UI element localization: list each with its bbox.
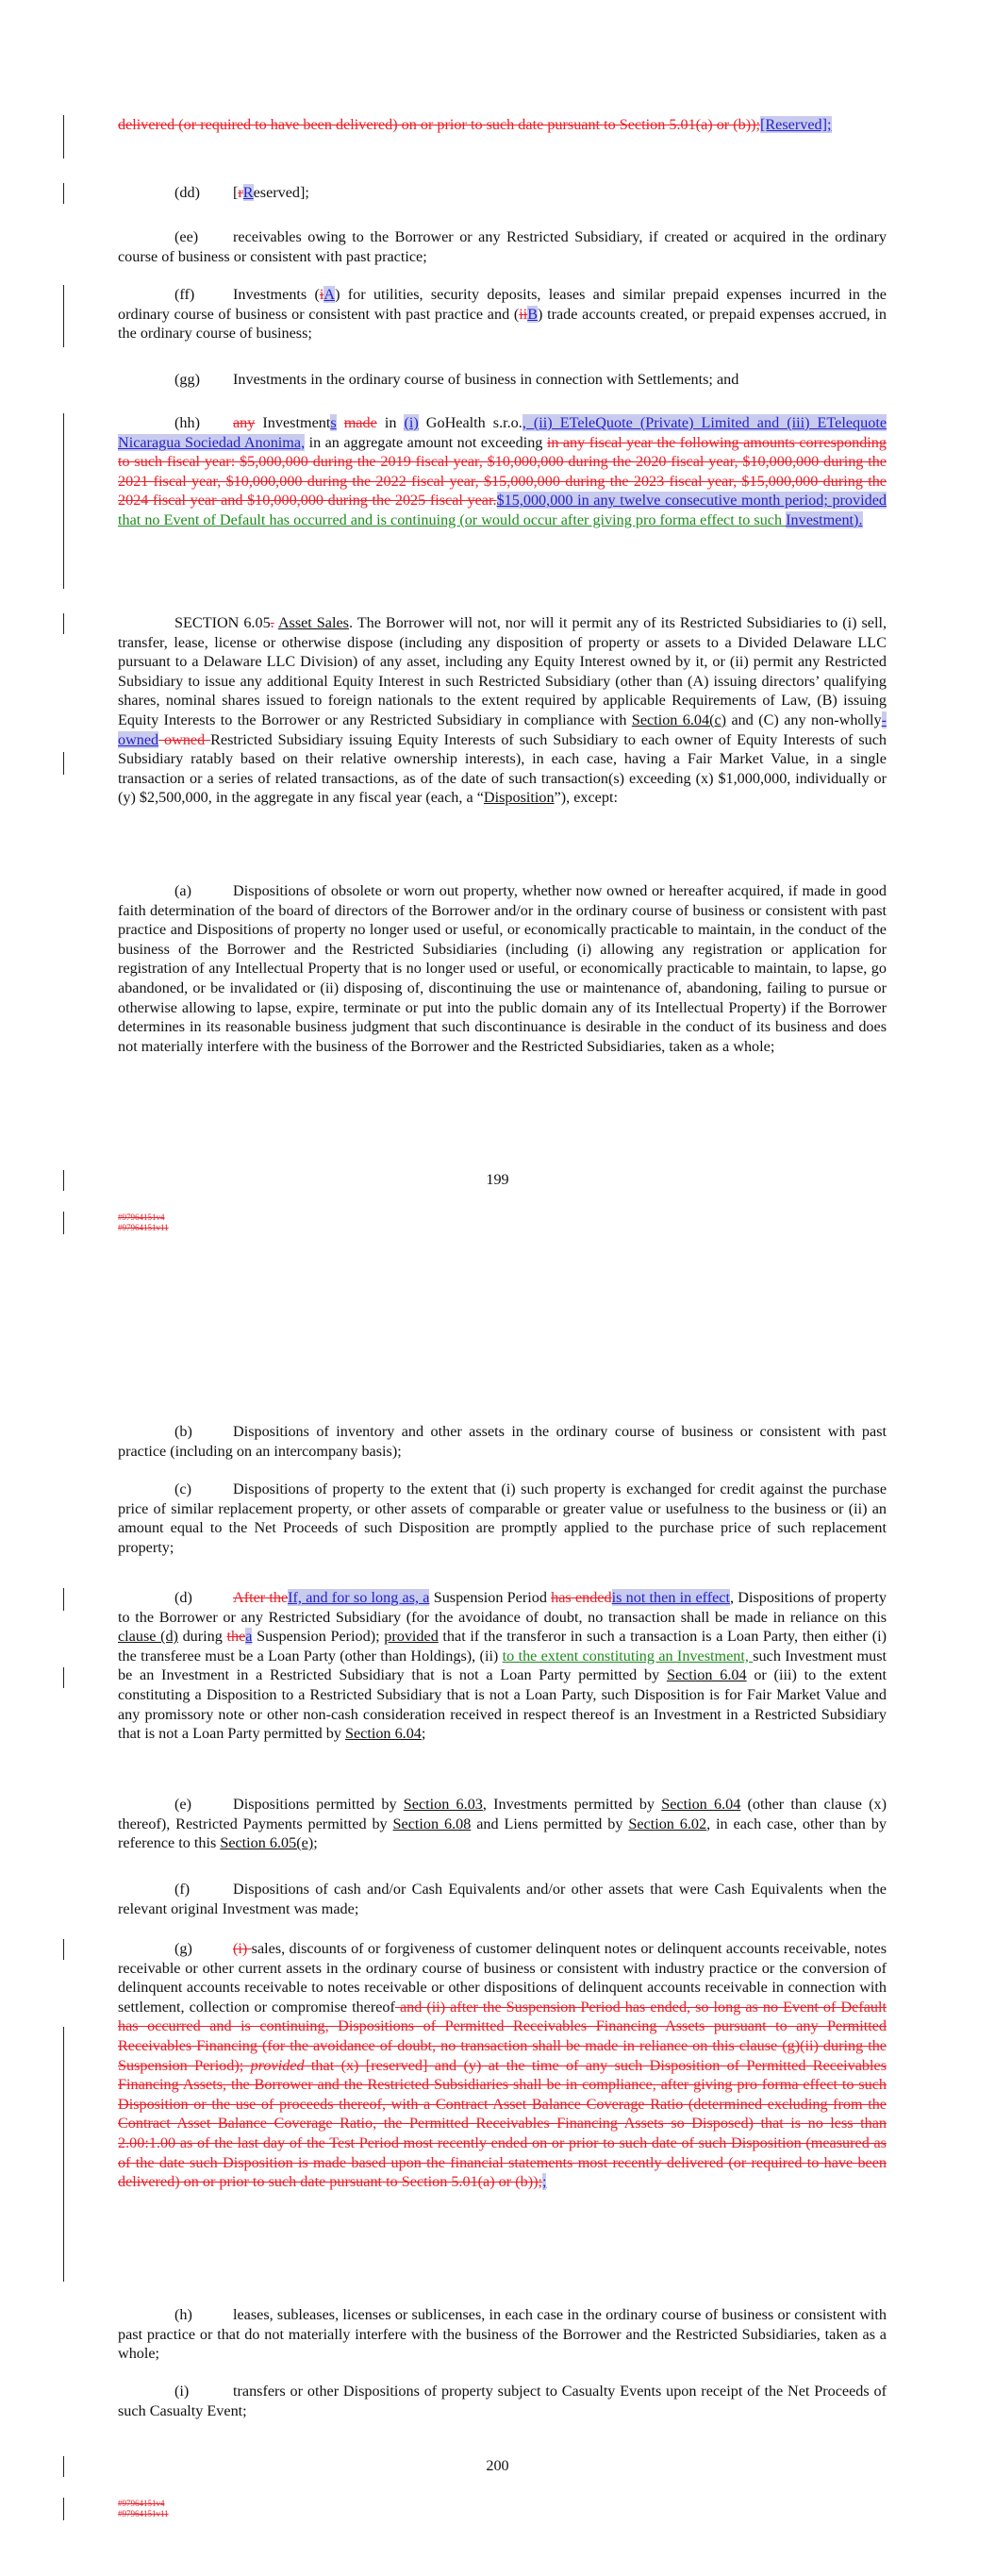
section-title: Asset Sales: [277, 614, 349, 631]
change-bar: [63, 285, 64, 347]
change-bar: [63, 1667, 64, 1688]
paragraph-gg: (gg) Investments in the ordinary course of business in connection with Settlements; and: [174, 371, 739, 388]
paragraph-h: (h) leases, subleases, licenses or sublicenses, in each case in the ordinary course of business or consistent with past practice or that do not materially interfere with the business of the Borrower and the Restricted Subsidiaries, taken as a whole;: [118, 2306, 887, 2363]
inserted-text: [Reserved];: [759, 116, 832, 133]
change-bar: [63, 2027, 64, 2282]
doc-id: #97964151v4: [118, 2499, 165, 2508]
paragraph-d: (d) After theIf, and for so long as, a Suspension Period has endedis not then in effect, Dispositions of property to the Borrower or any Restricted Subsidiary (for the avoidance of doubt, no transaction shall be made in reliance on this clause (d) during thea Suspension Period); provided that if the transferor in such a transaction is a Loan Party, then either (i) the transferee must be a Loan Party (other than Holdings), (ii) to the extent constituting an Investment, such Investment must be an Investment in a Restricted Subsidiary that is not a Loan Party permitted by Section 6.04 or (iii) to the extent constituting a Disposition to a Restricted Subsidiary that is not a Loan Party, such Disposition is for Fair Market Value and any promissory note or other non-cash consideration received in respect thereof is an Investment in a Restricted Subsidiary that is not a Loan Party permitted by Section 6.04;: [118, 1589, 887, 1743]
paragraph-hh: (hh) any Investments made in (i) GoHealth s.r.o., (ii) ETeleQuote (Private) Limited and (iii) ETelequote Nicaragua Sociedad Anonima, in an aggregate amount not exceeding in any fiscal year the following amounts corresponding to such fiscal year: $5,000,000 during the 2019 fiscal year, $10,000,000 during the 2020 fiscal year, $10,000,000 during the 2021 fiscal year, $10,000,000 during the 2022 fiscal year, $15,000,000 during the 2023 fiscal year, $15,000,000 during the 2024 fiscal year and $10,000,000 during the 2025 fiscal year.$15,000,000 in any twelve consecutive month period; provided that no Event of Default has occurred and is continuing (or would occur after giving pro forma effect to such Investment).: [118, 414, 887, 528]
page-number: 200: [486, 2457, 509, 2474]
change-bar: [63, 1212, 64, 1234]
change-bar: [63, 2498, 64, 2520]
page-number: 199: [486, 1171, 509, 1188]
doc-id: #97964151v11: [118, 2509, 169, 2518]
change-bar: [63, 413, 64, 589]
change-bar: [63, 1588, 64, 1611]
paragraph-f: (f) Dispositions of cash and/or Cash Equivalents and/or other assets that were Cash Equivalents when the relevant original Investment was made;: [118, 1881, 887, 1917]
paragraph-i: (i) transfers or other Dispositions of property subject to Casualty Events upon receipt of the Net Proceeds of such Casualty Event;: [118, 2383, 887, 2419]
paragraph-ff: (ff) Investments (iA) for utilities, security deposits, leases and similar prepaid expenses incurred in the ordinary course of business or consistent with past practice and (iiB) trade accounts created, or prepaid expenses accrued, in the ordinary course of business;: [118, 286, 887, 343]
paragraph-b: (b) Dispositions of inventory and other assets in the ordinary course of business or consistent with past practice (including on an intercompany basis);: [118, 1423, 887, 1460]
paragraph-ee: (ee) receivables owing to the Borrower or any Restricted Subsidiary, if created or acquired in the ordinary course of business or consistent with past practice;: [118, 228, 887, 265]
change-bar: [63, 613, 64, 634]
change-bar: [63, 1939, 64, 1960]
paragraph-c: (c) Dispositions of property to the extent that (i) such property is exchanged for credit against the purchase price of similar replacement property, or other assets of comparable or greater value or usefulness to the business or (ii) an amount equal to the Net Proceeds of such Disposition are promptly applied to the purchase price of such replacement property;: [118, 1480, 887, 1556]
change-bar: [63, 115, 64, 159]
change-bar: [63, 752, 64, 775]
paragraph-g: (g) (i) sales, discounts of or forgiveness of customer delinquent notes or delinquent accounts receivable, notes receivable or other current assets in the ordinary course of business or consistent with industry practice or the conversion of delinquent accounts receivable to notes receivable or other dispositions of delinquent accounts receivable in connection with settlement, collection or compromise thereof and (ii) after the Suspension Period has ended, so long as no Event of Default has occurred and is continuing, Dispositions of Permitted Receivables Financing Assets pursuant to any Permitted Receivables Financing (for the avoidance of doubt, no transaction shall be made in reliance on this clause (g)(ii) during the Suspension Period); provided that (x) [reserved] and (y) at the time of any such Disposition of Permitted Receivables Financing Assets, the Borrower and the Restricted Subsidiaries shall be in compliance, after giving pro forma effect to such Disposition or the use of proceeds thereof, with a Contract Asset Balance Coverage Ratio (determined excluding from the Contract Asset Balance Coverage Ratio, the Permitted Receivables Financing Assets so Disposed) that is no less than 2.00:1.00 as of the last day of the Test Period most recently ended on or prior to such date of such Disposition (measured as of the date such Disposition is made based upon the financial statements most recently delivered (or required to have been delivered) on or prior to such date pursuant to Section 5.01(a) or (b));;: [118, 1940, 887, 2191]
paragraph-a: (a) Dispositions of obsolete or worn out property, whether now owned or hereafter acquired, if made in good faith determination of the board of directors of the Borrower and/or in the ordinary course of business or consistent with past practice and Dispositions of property no longer used or useful, or economically practicable to maintain, in the conduct of the business of the Borrower and the Restricted Subsidiaries (including (i) allowing any registration or application for registration of any Intellectual Property that is no longer used or useful, or economically practicable to maintain, to lapse, go abandoned, or be invalidated or (ii) disposing of, discontinuing the use or maintenance of, abandoning, failing to pursue or otherwise allowing to lapse, expire, terminate or put into the public domain any of its Intellectual Property) if the Borrower determines in its reasonable business judgment that such discontinuance is desirable in the conduct of its business and does not materially interfere with the business of the Borrower and the Restricted Subsidiaries, taken as a whole;: [118, 882, 887, 1055]
doc-id: #97964151v4: [118, 1213, 165, 1222]
paragraph-top: [118, 115, 887, 135]
section-6-05: SECTION 6.05. Asset Sales. The Borrower will not, nor will it permit any of its Restricted Subsidiaries to (i) sell, transfer, lease, license or otherwise dispose (including any disposition of property or assets to a Divided Delaware LLC pursuant to a Delaware LLC Division) of any asset, including any Equity Interest owned by it, or (ii) permit any Restricted Subsidiary to issue any additional Equity Interest in such Restricted Subsidiary (other than (A) issuing directors’ qualifying shares, nominal shares issued to foreign nationals to the extent required by applicable Requirements of Law, (B) issuing Equity Interests to the Borrower or any Restricted Subsidiary in compliance with Section 6.04(c) and (C) any non-wholly-owned owned Restricted Subsidiary issuing Equity Interests of such Subsidiary to each owner of Equity Interests of such Subsidiary ratably based on their relative ownership interests), in each case, having a Fair Market Value, in a single transaction or a series of related transactions, as of the date of such transaction(s) exceeding (x) $1,000,000, individually or (y) $2,500,000, in the aggregate in any fiscal year (each, a “Disposition”), except:: [118, 614, 887, 807]
change-bar: [63, 183, 64, 204]
doc-id: #97964151v11: [118, 1223, 169, 1232]
page-200: [0, 1288, 995, 2576]
paragraph-e: (e) Dispositions permitted by Section 6.03, Investments permitted by Section 6.04 (other than clause (x) thereof), Restricted Payments permitted by Section 6.08 and Liens permitted by Section 6.02, in each case, other than by reference to this Section 6.05(e);: [118, 1796, 887, 1852]
paragraph-dd: (dd) [rReserved];: [174, 184, 309, 201]
deleted-text: delivered (or required to have been delivered) on or prior to such date pursuant to Section 5.01(a) or (b));: [118, 116, 760, 133]
